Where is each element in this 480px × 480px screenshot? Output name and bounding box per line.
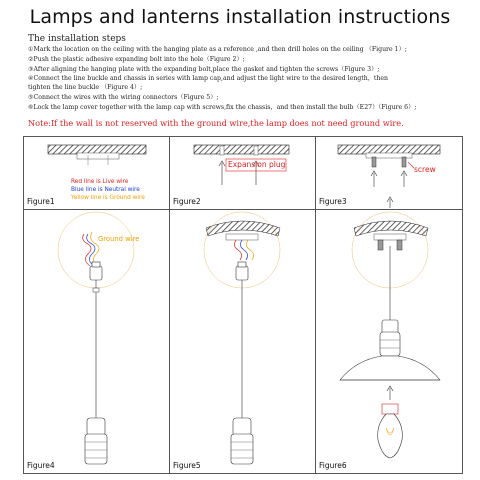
figure-5: [169, 209, 316, 474]
ground-wire-callout: Ground wire: [98, 235, 140, 243]
figure-1: [23, 136, 170, 210]
step-3: ③After aligning the hanging plate with the expanding bolt,place the gasket and tighten the screws（Figure 3）;: [28, 66, 380, 73]
step-4: ④Connect the line buckle and chassis in series with lamp cap,and adjust the light wire to the desired length，then: [28, 75, 389, 82]
figure-5-drawing: [170, 210, 316, 474]
figure-4-label: Figure4: [27, 461, 55, 470]
figures-grid: [23, 136, 463, 474]
figure-4-drawing: [24, 210, 170, 474]
step-5: ⑤Connect the wires with the wiring connectors（Figure 5）;: [28, 94, 219, 101]
ground-wire-legend: Yellow line is Ground wire: [71, 195, 145, 201]
neutral-wire-legend: Blue line is Neutral wire: [71, 187, 140, 193]
expansion-plug-callout: Expansion plug: [228, 160, 286, 169]
step-1: ①Mark the location on the ceiling with the hanging plate as a reference ,and then drill holes on the ceiling （Figure 1）;: [28, 46, 407, 53]
step-2: ②Push the plastic adhesive expanding bolt into the hole（Figure 2）;: [28, 56, 245, 63]
figure-6-drawing: [316, 210, 463, 474]
step-4-cont: tighten the line buckle （Figure 4）;: [28, 84, 143, 91]
figure-2: [169, 136, 316, 210]
steps-heading: The installation steps: [28, 34, 126, 44]
page-title: Lamps and lanterns installation instructions: [29, 6, 451, 28]
figure-6-label: Figure6: [319, 461, 347, 470]
figure-3: [315, 136, 463, 210]
figure-3-label: Figure3: [319, 197, 347, 206]
ground-wire-note: Note:If the wall is not reserved with the ground wire,the lamp does not need ground wire.: [28, 118, 404, 128]
step-6: ⑥Lock the lamp cover together with the lamp cap with screws,fix the chassis，and then install the bulb（E27）（Figure 6）;: [28, 104, 417, 111]
figure-2-label: Figure2: [173, 197, 201, 206]
figure-4: [23, 209, 170, 474]
figure-5-label: Figure5: [173, 461, 201, 470]
figure-1-label: Figure1: [27, 197, 55, 206]
screw-callout: screw: [414, 165, 436, 174]
figure-6: [315, 209, 463, 474]
live-wire-legend: Red line is Live wire: [71, 179, 129, 185]
